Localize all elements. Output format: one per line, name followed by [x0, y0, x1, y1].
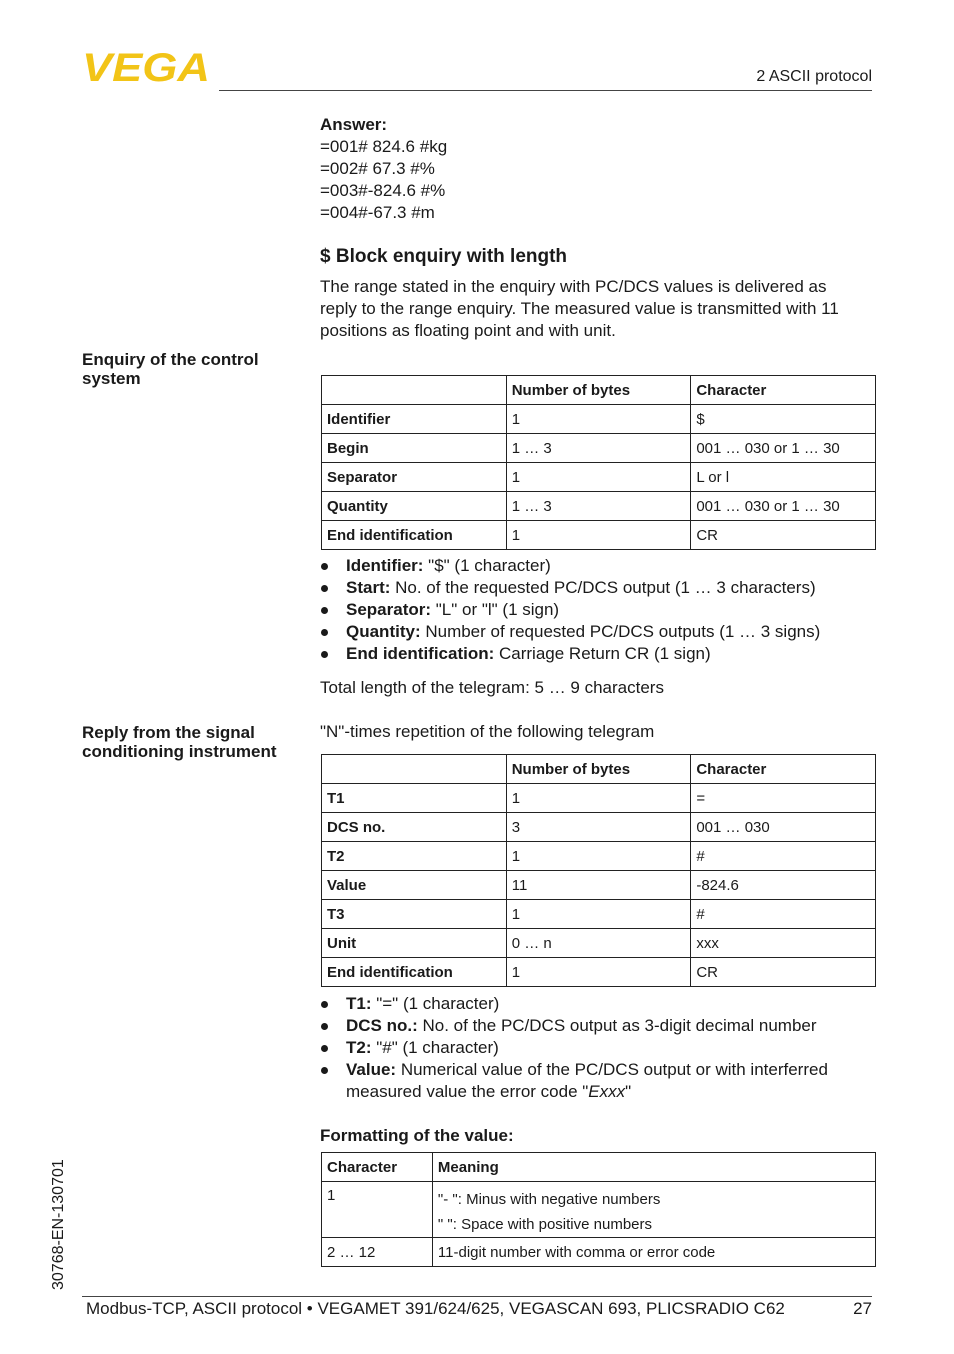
table-cell: $	[691, 405, 876, 434]
table-header-cell: Number of bytes	[506, 376, 691, 405]
table-cell: 001 … 030 or 1 … 30	[691, 492, 876, 521]
table-cell: 1	[506, 784, 691, 813]
table-cell: 1	[322, 1182, 433, 1238]
table-row	[322, 405, 876, 434]
table-cell: 0 … n	[506, 929, 691, 958]
intro-paragraph	[320, 276, 839, 342]
table-header-cell: Character	[322, 1153, 433, 1182]
reply-intro: "N"-times repetition of the following telegram	[320, 722, 655, 741]
side-label-line: Reply from the signal	[82, 723, 255, 742]
table-header-cell: Meaning	[432, 1153, 875, 1182]
table-cell: 1	[506, 463, 691, 492]
page-number: 27	[853, 1299, 872, 1318]
list-item: End identification: Carriage Return CR (1 sign)	[320, 643, 820, 665]
table-row	[322, 813, 876, 842]
list-item: T1: "=" (1 character)	[320, 993, 876, 1015]
side-label-line: system	[82, 369, 141, 388]
table-cell: End identification	[322, 521, 507, 550]
table-cell: 1	[506, 521, 691, 550]
table-row	[322, 842, 876, 871]
section-title: 2 ASCII protocol	[756, 68, 872, 85]
table-row	[322, 1182, 876, 1238]
table-cell: xxx	[691, 929, 876, 958]
paragraph-line: reply to the range enquiry. The measured value is transmitted with 11	[320, 299, 839, 318]
table-cell: End identification	[322, 958, 507, 987]
section-heading: $ Block enquiry with length	[320, 246, 568, 267]
table-cell: 001 … 030 or 1 … 30	[691, 434, 876, 463]
table-row	[322, 521, 876, 550]
table-header-cell	[322, 376, 507, 405]
answer-block	[320, 114, 447, 224]
table-header-row	[322, 1153, 876, 1182]
table-cell: T2	[322, 842, 507, 871]
table-cell: T1	[322, 784, 507, 813]
table-cell: Identifier	[322, 405, 507, 434]
table-cell: 11	[506, 871, 691, 900]
table-row	[322, 492, 876, 521]
table-cell: 3	[506, 813, 691, 842]
table-header-cell: Character	[691, 755, 876, 784]
side-label-line: Enquiry of the control	[82, 350, 259, 369]
table-cell: Quantity	[322, 492, 507, 521]
table-cell: 1	[506, 958, 691, 987]
footer-divider	[82, 1296, 872, 1297]
list-item: Value: Numerical value of the PC/DCS output or with interferred measured value the error code "Exxx"	[320, 1059, 876, 1103]
answer-line: =003#-824.6 #%	[320, 181, 446, 200]
table-cell: 1 … 3	[506, 434, 691, 463]
footer-text: Modbus-TCP, ASCII protocol • VEGAMET 391/624/625, VEGASCAN 693, PLICSRADIO C62	[86, 1299, 785, 1318]
answer-line: =001# 824.6 #kg	[320, 137, 448, 156]
table-cell: L or l	[691, 463, 876, 492]
side-label-line: conditioning instrument	[82, 742, 277, 761]
table-row	[322, 784, 876, 813]
table-row	[322, 871, 876, 900]
paragraph-line: The range stated in the enquiry with PC/DCS values is delivered as	[320, 277, 827, 296]
table-cell: 1	[506, 900, 691, 929]
reply-side-label	[82, 723, 277, 761]
vega-logo	[82, 50, 212, 84]
reply-bullet-list	[320, 993, 876, 1103]
meaning-line: "- ": Minus with negative numbers	[437, 1191, 661, 1208]
table-header-cell: Character	[691, 376, 876, 405]
enquiry-side-label	[82, 350, 259, 388]
list-item: DCS no.: No. of the PC/DCS output as 3-digit decimal number	[320, 1015, 876, 1037]
list-item: T2: "#" (1 character)	[320, 1037, 876, 1059]
table-cell: 2 … 12	[322, 1238, 433, 1267]
table-cell: Begin	[322, 434, 507, 463]
table-row	[322, 958, 876, 987]
table-row	[322, 1238, 876, 1267]
table-row	[322, 434, 876, 463]
table-row	[322, 900, 876, 929]
table-cell: 1	[506, 842, 691, 871]
table-cell: 11-digit number with comma or error code	[432, 1238, 875, 1267]
reply-table	[321, 754, 876, 987]
svg-text:VEGA: VEGA	[82, 50, 210, 84]
table-header-row	[322, 755, 876, 784]
list-item: Start: No. of the requested PC/DCS output (1 … 3 characters)	[320, 577, 820, 599]
table-cell: Value	[322, 871, 507, 900]
list-item: Quantity: Number of requested PC/DCS outputs (1 … 3 signs)	[320, 621, 820, 643]
table-cell: DCS no.	[322, 813, 507, 842]
meaning-line: " ": Space with positive numbers	[437, 1216, 653, 1233]
table-cell	[432, 1182, 875, 1238]
table-cell: CR	[691, 958, 876, 987]
list-item: Separator: "L" or "l" (1 sign)	[320, 599, 820, 621]
table-cell: -824.6	[691, 871, 876, 900]
table-cell: T3	[322, 900, 507, 929]
table-cell: =	[691, 784, 876, 813]
header-divider	[219, 90, 872, 91]
answer-label: Answer:	[320, 115, 388, 134]
table-cell: CR	[691, 521, 876, 550]
table-cell: 1	[506, 405, 691, 434]
table-cell: Separator	[322, 463, 507, 492]
table-cell: 001 … 030	[691, 813, 876, 842]
table-cell: 1 … 3	[506, 492, 691, 521]
table-header-cell: Number of bytes	[506, 755, 691, 784]
formatting-table	[321, 1152, 876, 1267]
enquiry-table	[321, 375, 876, 550]
document-id: 30768-EN-130701	[50, 1159, 67, 1290]
formatting-heading: Formatting of the value:	[320, 1126, 514, 1145]
list-item: Identifier: "$" (1 character)	[320, 555, 820, 577]
table-cell: #	[691, 842, 876, 871]
table-row	[322, 463, 876, 492]
table-cell: #	[691, 900, 876, 929]
enquiry-bullet-list	[320, 555, 820, 665]
table-cell: Unit	[322, 929, 507, 958]
table-header-row	[322, 376, 876, 405]
telegram-total-length: Total length of the telegram: 5 … 9 characters	[320, 678, 664, 697]
answer-line: =004#-67.3 #m	[320, 203, 435, 222]
table-row	[322, 929, 876, 958]
table-header-cell	[322, 755, 507, 784]
answer-line: =002# 67.3 #%	[320, 159, 435, 178]
paragraph-line: positions as floating point and with unit.	[320, 321, 616, 340]
